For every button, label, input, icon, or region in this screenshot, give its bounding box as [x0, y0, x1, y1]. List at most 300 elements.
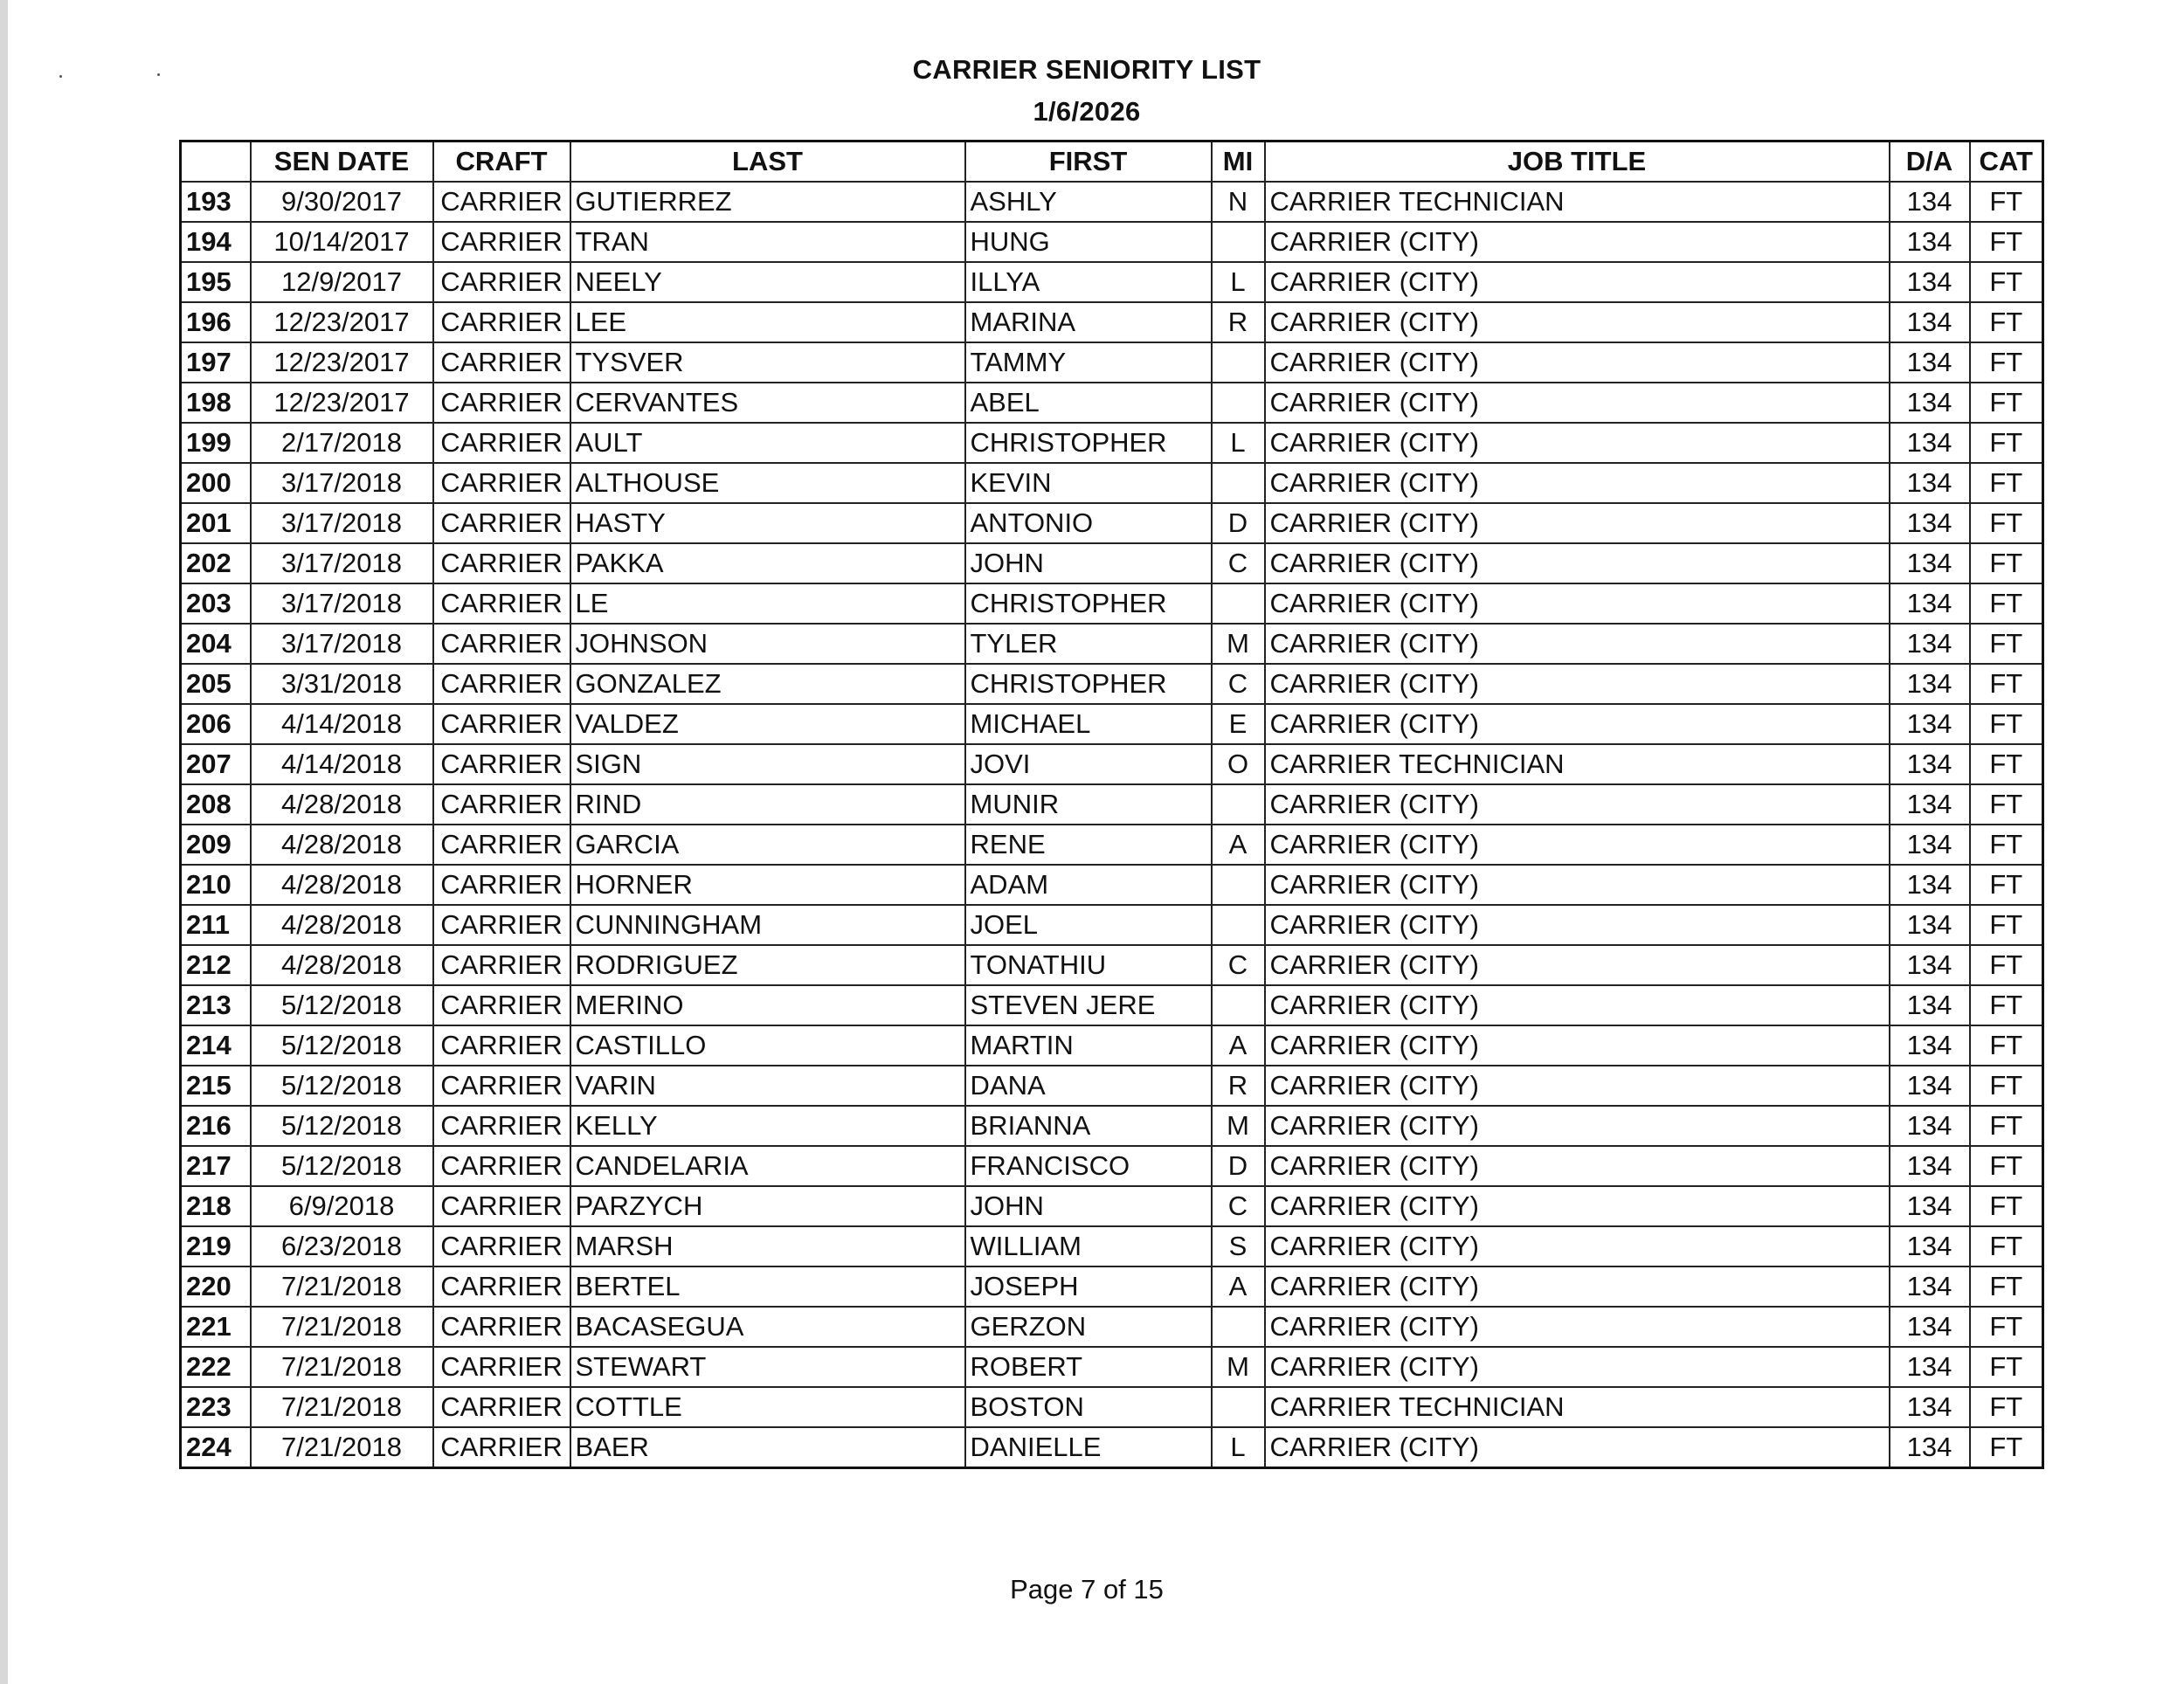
- row-number-cell: 219: [181, 1226, 251, 1266]
- craft-cell: CARRIER: [433, 784, 570, 825]
- middle-initial-cell: [1212, 583, 1265, 624]
- table-row: [181, 583, 2043, 624]
- row-number-cell: 221: [181, 1307, 251, 1347]
- category-cell: FT: [1970, 905, 2043, 945]
- row-number-cell: 224: [181, 1427, 251, 1468]
- last-name-cell: BACASEGUA: [570, 1307, 965, 1347]
- job-title-cell: CARRIER (CITY): [1265, 985, 1890, 1025]
- last-name-cell: MERINO: [570, 985, 965, 1025]
- middle-initial-cell: [1212, 342, 1265, 383]
- sen-date-cell: 12/9/2017: [251, 262, 433, 302]
- column-header-d-a: D/A: [1890, 141, 1970, 183]
- middle-initial-cell: D: [1212, 503, 1265, 543]
- row-number-cell: 197: [181, 342, 251, 383]
- sen-date-cell: 7/21/2018: [251, 1266, 433, 1307]
- table-header: [181, 141, 2043, 183]
- row-number-cell: 211: [181, 905, 251, 945]
- sen-date-cell: 4/28/2018: [251, 825, 433, 865]
- first-name-cell: BOSTON: [965, 1387, 1212, 1427]
- row-number-cell: 207: [181, 744, 251, 784]
- job-title-cell: CARRIER TECHNICIAN: [1265, 1387, 1890, 1427]
- column-header-first-name: FIRST: [965, 141, 1212, 183]
- job-title-cell: CARRIER (CITY): [1265, 1427, 1890, 1468]
- last-name-cell: PAKKA: [570, 543, 965, 583]
- last-name-cell: PARZYCH: [570, 1186, 965, 1226]
- category-cell: FT: [1970, 1266, 2043, 1307]
- d-a-cell: 134: [1890, 543, 1970, 583]
- category-cell: FT: [1970, 1186, 2043, 1226]
- sen-date-cell: 5/12/2018: [251, 985, 433, 1025]
- d-a-cell: 134: [1890, 985, 1970, 1025]
- category-cell: FT: [1970, 383, 2043, 423]
- last-name-cell: SIGN: [570, 744, 965, 784]
- last-name-cell: GARCIA: [570, 825, 965, 865]
- row-number-cell: 215: [181, 1066, 251, 1106]
- table-row: [181, 1387, 2043, 1427]
- middle-initial-cell: R: [1212, 302, 1265, 342]
- sen-date-cell: 12/23/2017: [251, 342, 433, 383]
- page-number: Page 7 of 15: [1010, 1574, 1164, 1605]
- scan-page-edge: [0, 0, 8, 1684]
- first-name-cell: CHRISTOPHER: [965, 664, 1212, 704]
- last-name-cell: GONZALEZ: [570, 664, 965, 704]
- d-a-cell: 134: [1890, 704, 1970, 744]
- d-a-cell: 134: [1890, 1025, 1970, 1066]
- d-a-cell: 134: [1890, 1106, 1970, 1146]
- job-title-cell: CARRIER (CITY): [1265, 583, 1890, 624]
- d-a-cell: 134: [1890, 1186, 1970, 1226]
- first-name-cell: ILLYA: [965, 262, 1212, 302]
- first-name-cell: WILLIAM: [965, 1226, 1212, 1266]
- middle-initial-cell: D: [1212, 1146, 1265, 1186]
- first-name-cell: JOHN: [965, 1186, 1212, 1226]
- craft-cell: CARRIER: [433, 1226, 570, 1266]
- category-cell: FT: [1970, 342, 2043, 383]
- first-name-cell: STEVEN JERE: [965, 985, 1212, 1025]
- document-date: 1/6/2026: [1033, 96, 1141, 127]
- craft-cell: CARRIER: [433, 905, 570, 945]
- sen-date-cell: 2/17/2018: [251, 423, 433, 463]
- table-row: [181, 262, 2043, 302]
- d-a-cell: 134: [1890, 1146, 1970, 1186]
- d-a-cell: 134: [1890, 182, 1970, 222]
- job-title-cell: CARRIER (CITY): [1265, 1347, 1890, 1387]
- middle-initial-cell: [1212, 985, 1265, 1025]
- first-name-cell: JOSEPH: [965, 1266, 1212, 1307]
- job-title-cell: CARRIER (CITY): [1265, 1025, 1890, 1066]
- job-title-cell: CARRIER (CITY): [1265, 1106, 1890, 1146]
- table-row: [181, 1347, 2043, 1387]
- column-header-last-name: LAST: [570, 141, 965, 183]
- job-title-cell: CARRIER (CITY): [1265, 262, 1890, 302]
- middle-initial-cell: C: [1212, 1186, 1265, 1226]
- table-row: [181, 1066, 2043, 1106]
- table-row: [181, 222, 2043, 262]
- row-number-cell: 220: [181, 1266, 251, 1307]
- d-a-cell: 134: [1890, 383, 1970, 423]
- d-a-cell: 134: [1890, 825, 1970, 865]
- table-row: [181, 825, 2043, 865]
- first-name-cell: DANIELLE: [965, 1427, 1212, 1468]
- sen-date-cell: 12/23/2017: [251, 383, 433, 423]
- first-name-cell: ABEL: [965, 383, 1212, 423]
- first-name-cell: TONATHIU: [965, 945, 1212, 985]
- d-a-cell: 134: [1890, 1307, 1970, 1347]
- category-cell: FT: [1970, 1066, 2043, 1106]
- table-row: [181, 1307, 2043, 1347]
- last-name-cell: STEWART: [570, 1347, 965, 1387]
- table-row: [181, 624, 2043, 664]
- row-number-cell: 200: [181, 463, 251, 503]
- table-row: [181, 1186, 2043, 1226]
- last-name-cell: COTTLE: [570, 1387, 965, 1427]
- table-row: [181, 1025, 2043, 1066]
- row-number-cell: 213: [181, 985, 251, 1025]
- row-number-cell: 195: [181, 262, 251, 302]
- table-row: [181, 1266, 2043, 1307]
- table-row: [181, 865, 2043, 905]
- d-a-cell: 134: [1890, 1066, 1970, 1106]
- category-cell: FT: [1970, 985, 2043, 1025]
- column-header-category: CAT: [1970, 141, 2043, 183]
- row-number-cell: 202: [181, 543, 251, 583]
- sen-date-cell: 3/17/2018: [251, 463, 433, 503]
- table-row: [181, 1226, 2043, 1266]
- middle-initial-cell: [1212, 1387, 1265, 1427]
- table-row: [181, 423, 2043, 463]
- craft-cell: CARRIER: [433, 302, 570, 342]
- job-title-cell: CARRIER (CITY): [1265, 945, 1890, 985]
- job-title-cell: CARRIER (CITY): [1265, 1307, 1890, 1347]
- sen-date-cell: 6/9/2018: [251, 1186, 433, 1226]
- sen-date-cell: 7/21/2018: [251, 1307, 433, 1347]
- first-name-cell: HUNG: [965, 222, 1212, 262]
- first-name-cell: KEVIN: [965, 463, 1212, 503]
- row-number-cell: 212: [181, 945, 251, 985]
- middle-initial-cell: R: [1212, 1066, 1265, 1106]
- craft-cell: CARRIER: [433, 945, 570, 985]
- craft-cell: CARRIER: [433, 182, 570, 222]
- category-cell: FT: [1970, 302, 2043, 342]
- table-row: [181, 1146, 2043, 1186]
- category-cell: FT: [1970, 664, 2043, 704]
- category-cell: FT: [1970, 1226, 2043, 1266]
- table-row: [181, 1106, 2043, 1146]
- first-name-cell: TAMMY: [965, 342, 1212, 383]
- last-name-cell: CANDELARIA: [570, 1146, 965, 1186]
- row-number-cell: 216: [181, 1106, 251, 1146]
- middle-initial-cell: S: [1212, 1226, 1265, 1266]
- first-name-cell: ASHLY: [965, 182, 1212, 222]
- middle-initial-cell: [1212, 383, 1265, 423]
- row-number-cell: 199: [181, 423, 251, 463]
- document-header: [0, 49, 2179, 133]
- middle-initial-cell: A: [1212, 1025, 1265, 1066]
- craft-cell: CARRIER: [433, 1186, 570, 1226]
- sen-date-cell: 4/14/2018: [251, 704, 433, 744]
- craft-cell: CARRIER: [433, 825, 570, 865]
- first-name-cell: RENE: [965, 825, 1212, 865]
- last-name-cell: VALDEZ: [570, 704, 965, 744]
- seniority-table: [179, 140, 2044, 1469]
- sen-date-cell: 7/21/2018: [251, 1387, 433, 1427]
- category-cell: FT: [1970, 503, 2043, 543]
- first-name-cell: DANA: [965, 1066, 1212, 1106]
- d-a-cell: 134: [1890, 905, 1970, 945]
- first-name-cell: ANTONIO: [965, 503, 1212, 543]
- d-a-cell: 134: [1890, 503, 1970, 543]
- d-a-cell: 134: [1890, 664, 1970, 704]
- sen-date-cell: 7/21/2018: [251, 1347, 433, 1387]
- table-body: [181, 182, 2043, 1468]
- d-a-cell: 134: [1890, 1427, 1970, 1468]
- sen-date-cell: 3/17/2018: [251, 583, 433, 624]
- craft-cell: CARRIER: [433, 1025, 570, 1066]
- last-name-cell: BAER: [570, 1427, 965, 1468]
- job-title-cell: CARRIER (CITY): [1265, 865, 1890, 905]
- table-row: [181, 985, 2043, 1025]
- table-row: [181, 744, 2043, 784]
- middle-initial-cell: M: [1212, 624, 1265, 664]
- d-a-cell: 134: [1890, 583, 1970, 624]
- first-name-cell: ADAM: [965, 865, 1212, 905]
- job-title-cell: CARRIER (CITY): [1265, 704, 1890, 744]
- sen-date-cell: 4/14/2018: [251, 744, 433, 784]
- craft-cell: CARRIER: [433, 583, 570, 624]
- craft-cell: CARRIER: [433, 1106, 570, 1146]
- craft-cell: CARRIER: [433, 1307, 570, 1347]
- last-name-cell: CUNNINGHAM: [570, 905, 965, 945]
- middle-initial-cell: L: [1212, 1427, 1265, 1468]
- row-number-cell: 201: [181, 503, 251, 543]
- job-title-cell: CARRIER (CITY): [1265, 1266, 1890, 1307]
- row-number-cell: 214: [181, 1025, 251, 1066]
- middle-initial-cell: A: [1212, 825, 1265, 865]
- d-a-cell: 134: [1890, 865, 1970, 905]
- row-number-cell: 204: [181, 624, 251, 664]
- category-cell: FT: [1970, 945, 2043, 985]
- first-name-cell: FRANCISCO: [965, 1146, 1212, 1186]
- sen-date-cell: 5/12/2018: [251, 1066, 433, 1106]
- table-row: [181, 182, 2043, 222]
- sen-date-cell: 3/17/2018: [251, 624, 433, 664]
- last-name-cell: HASTY: [570, 503, 965, 543]
- job-title-cell: CARRIER (CITY): [1265, 825, 1890, 865]
- table-header-row: [181, 141, 2043, 183]
- category-cell: FT: [1970, 463, 2043, 503]
- last-name-cell: NEELY: [570, 262, 965, 302]
- craft-cell: CARRIER: [433, 463, 570, 503]
- sen-date-cell: 3/17/2018: [251, 503, 433, 543]
- d-a-cell: 134: [1890, 1347, 1970, 1387]
- last-name-cell: MARSH: [570, 1226, 965, 1266]
- row-number-cell: 194: [181, 222, 251, 262]
- last-name-cell: TRAN: [570, 222, 965, 262]
- row-number-cell: 222: [181, 1347, 251, 1387]
- category-cell: FT: [1970, 1146, 2043, 1186]
- first-name-cell: GERZON: [965, 1307, 1212, 1347]
- d-a-cell: 134: [1890, 342, 1970, 383]
- craft-cell: CARRIER: [433, 624, 570, 664]
- category-cell: FT: [1970, 865, 2043, 905]
- category-cell: FT: [1970, 784, 2043, 825]
- last-name-cell: LEE: [570, 302, 965, 342]
- d-a-cell: 134: [1890, 262, 1970, 302]
- last-name-cell: GUTIERREZ: [570, 182, 965, 222]
- column-header-sen-date: SEN DATE: [251, 141, 433, 183]
- table-row: [181, 302, 2043, 342]
- last-name-cell: BERTEL: [570, 1266, 965, 1307]
- category-cell: FT: [1970, 624, 2043, 664]
- job-title-cell: CARRIER (CITY): [1265, 222, 1890, 262]
- craft-cell: CARRIER: [433, 543, 570, 583]
- row-number-cell: 206: [181, 704, 251, 744]
- middle-initial-cell: L: [1212, 262, 1265, 302]
- job-title-cell: CARRIER (CITY): [1265, 1186, 1890, 1226]
- d-a-cell: 134: [1890, 1387, 1970, 1427]
- category-cell: FT: [1970, 423, 2043, 463]
- table-row: [181, 543, 2043, 583]
- job-title-cell: CARRIER (CITY): [1265, 383, 1890, 423]
- first-name-cell: JOHN: [965, 543, 1212, 583]
- row-number-cell: 210: [181, 865, 251, 905]
- first-name-cell: ROBERT: [965, 1347, 1212, 1387]
- category-cell: FT: [1970, 1106, 2043, 1146]
- sen-date-cell: 4/28/2018: [251, 865, 433, 905]
- d-a-cell: 134: [1890, 1266, 1970, 1307]
- table-row: [181, 503, 2043, 543]
- last-name-cell: CASTILLO: [570, 1025, 965, 1066]
- job-title-cell: CARRIER (CITY): [1265, 543, 1890, 583]
- job-title-cell: CARRIER TECHNICIAN: [1265, 744, 1890, 784]
- craft-cell: CARRIER: [433, 664, 570, 704]
- first-name-cell: TYLER: [965, 624, 1212, 664]
- middle-initial-cell: C: [1212, 543, 1265, 583]
- craft-cell: CARRIER: [433, 1146, 570, 1186]
- craft-cell: CARRIER: [433, 383, 570, 423]
- d-a-cell: 134: [1890, 423, 1970, 463]
- row-number-cell: 205: [181, 664, 251, 704]
- last-name-cell: JOHNSON: [570, 624, 965, 664]
- middle-initial-cell: E: [1212, 704, 1265, 744]
- last-name-cell: VARIN: [570, 1066, 965, 1106]
- table-row: [181, 664, 2043, 704]
- first-name-cell: JOEL: [965, 905, 1212, 945]
- job-title-cell: CARRIER (CITY): [1265, 1146, 1890, 1186]
- d-a-cell: 134: [1890, 463, 1970, 503]
- sen-date-cell: 5/12/2018: [251, 1025, 433, 1066]
- middle-initial-cell: O: [1212, 744, 1265, 784]
- job-title-cell: CARRIER (CITY): [1265, 1066, 1890, 1106]
- middle-initial-cell: [1212, 1307, 1265, 1347]
- sen-date-cell: 5/12/2018: [251, 1146, 433, 1186]
- column-header-row-number: [181, 141, 251, 183]
- craft-cell: CARRIER: [433, 503, 570, 543]
- craft-cell: CARRIER: [433, 1387, 570, 1427]
- category-cell: FT: [1970, 1347, 2043, 1387]
- table-row: [181, 463, 2043, 503]
- column-header-craft: CRAFT: [433, 141, 570, 183]
- d-a-cell: 134: [1890, 222, 1970, 262]
- document-title: CARRIER SENIORITY LIST: [912, 54, 1261, 85]
- category-cell: FT: [1970, 583, 2043, 624]
- last-name-cell: TYSVER: [570, 342, 965, 383]
- job-title-cell: CARRIER (CITY): [1265, 503, 1890, 543]
- craft-cell: CARRIER: [433, 262, 570, 302]
- middle-initial-cell: [1212, 784, 1265, 825]
- category-cell: FT: [1970, 262, 2043, 302]
- last-name-cell: RIND: [570, 784, 965, 825]
- category-cell: FT: [1970, 1307, 2043, 1347]
- row-number-cell: 193: [181, 182, 251, 222]
- table-row: [181, 784, 2043, 825]
- middle-initial-cell: L: [1212, 423, 1265, 463]
- sen-date-cell: 12/23/2017: [251, 302, 433, 342]
- table-row: [181, 945, 2043, 985]
- craft-cell: CARRIER: [433, 423, 570, 463]
- craft-cell: CARRIER: [433, 744, 570, 784]
- job-title-cell: CARRIER (CITY): [1265, 342, 1890, 383]
- last-name-cell: AULT: [570, 423, 965, 463]
- middle-initial-cell: [1212, 463, 1265, 503]
- category-cell: FT: [1970, 704, 2043, 744]
- middle-initial-cell: M: [1212, 1347, 1265, 1387]
- first-name-cell: MARTIN: [965, 1025, 1212, 1066]
- middle-initial-cell: C: [1212, 945, 1265, 985]
- sen-date-cell: 7/21/2018: [251, 1427, 433, 1468]
- middle-initial-cell: M: [1212, 1106, 1265, 1146]
- job-title-cell: CARRIER (CITY): [1265, 423, 1890, 463]
- row-number-cell: 203: [181, 583, 251, 624]
- d-a-cell: 134: [1890, 784, 1970, 825]
- job-title-cell: CARRIER (CITY): [1265, 302, 1890, 342]
- craft-cell: CARRIER: [433, 1266, 570, 1307]
- middle-initial-cell: N: [1212, 182, 1265, 222]
- sen-date-cell: 4/28/2018: [251, 905, 433, 945]
- craft-cell: CARRIER: [433, 865, 570, 905]
- table-row: [181, 704, 2043, 744]
- d-a-cell: 134: [1890, 744, 1970, 784]
- row-number-cell: 217: [181, 1146, 251, 1186]
- middle-initial-cell: [1212, 222, 1265, 262]
- row-number-cell: 196: [181, 302, 251, 342]
- job-title-cell: CARRIER TECHNICIAN: [1265, 182, 1890, 222]
- last-name-cell: CERVANTES: [570, 383, 965, 423]
- table-row: [181, 383, 2043, 423]
- d-a-cell: 134: [1890, 945, 1970, 985]
- column-header-job-title: JOB TITLE: [1265, 141, 1890, 183]
- job-title-cell: CARRIER (CITY): [1265, 664, 1890, 704]
- job-title-cell: CARRIER (CITY): [1265, 624, 1890, 664]
- first-name-cell: MICHAEL: [965, 704, 1212, 744]
- middle-initial-cell: [1212, 865, 1265, 905]
- table-row: [181, 342, 2043, 383]
- craft-cell: CARRIER: [433, 1427, 570, 1468]
- craft-cell: CARRIER: [433, 1066, 570, 1106]
- row-number-cell: 218: [181, 1186, 251, 1226]
- first-name-cell: MARINA: [965, 302, 1212, 342]
- first-name-cell: BRIANNA: [965, 1106, 1212, 1146]
- job-title-cell: CARRIER (CITY): [1265, 784, 1890, 825]
- category-cell: FT: [1970, 543, 2043, 583]
- job-title-cell: CARRIER (CITY): [1265, 463, 1890, 503]
- sen-date-cell: 5/12/2018: [251, 1106, 433, 1146]
- category-cell: FT: [1970, 222, 2043, 262]
- first-name-cell: CHRISTOPHER: [965, 423, 1212, 463]
- row-number-cell: 208: [181, 784, 251, 825]
- craft-cell: CARRIER: [433, 704, 570, 744]
- row-number-cell: 198: [181, 383, 251, 423]
